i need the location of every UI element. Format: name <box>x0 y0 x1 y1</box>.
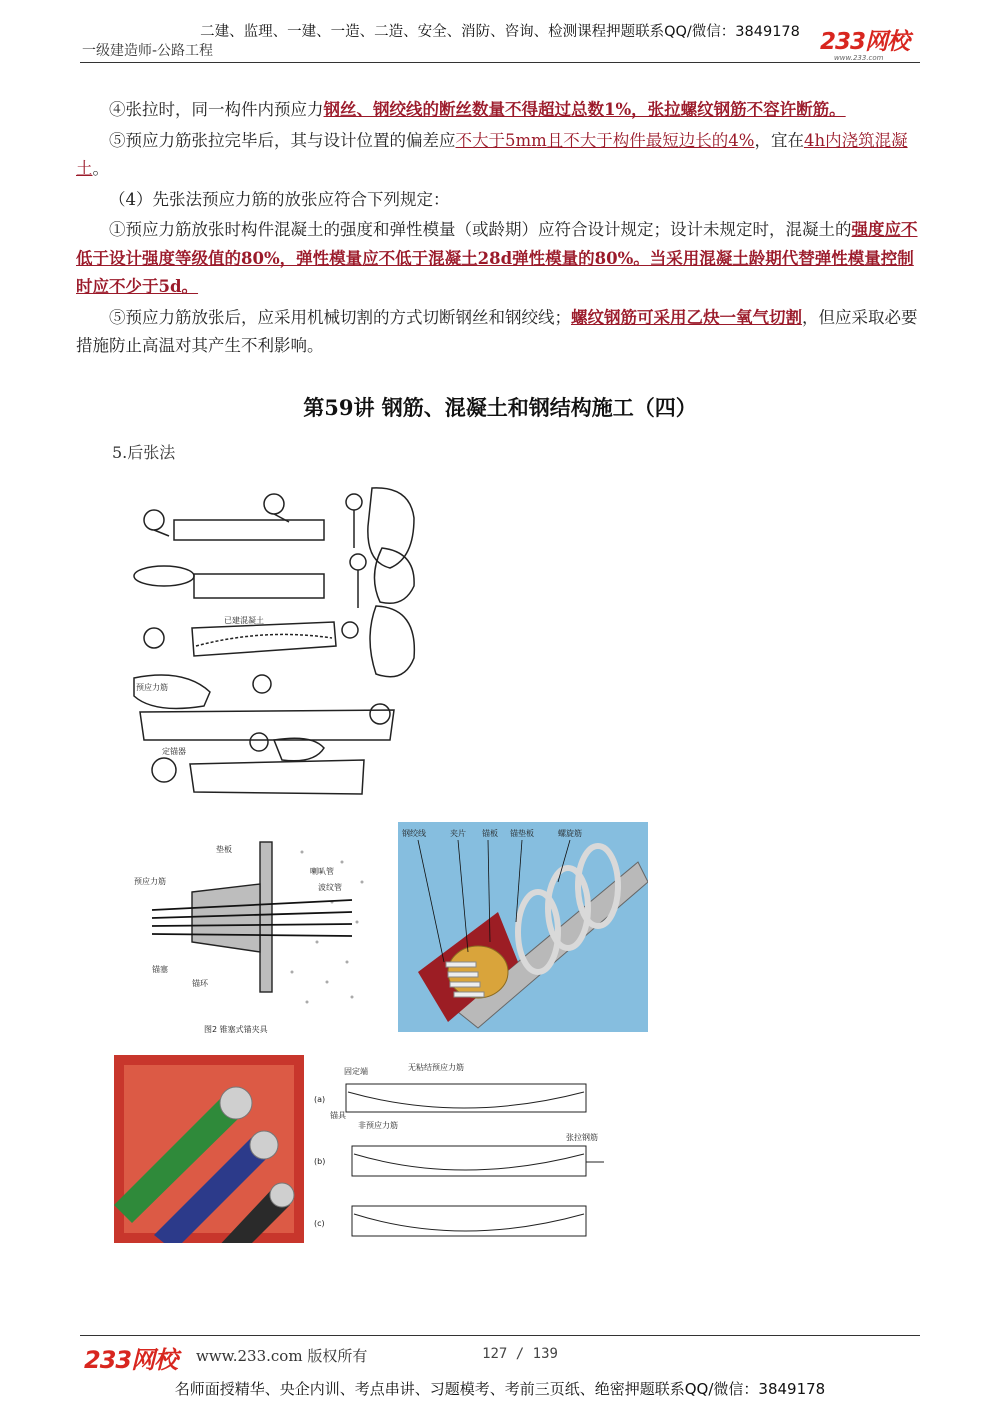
render-label-spiral: 螺旋筋 <box>558 829 582 838</box>
cartoon-illustration <box>114 478 450 804</box>
header-banner: 二建、监理、一建、一造、二造、安全、消防、咨询、检测课程押题联系QQ/微信：3849178 <box>200 24 800 40</box>
strands-photo <box>114 1055 304 1243</box>
schematic-label-nonprestressed: 非预应力筋 <box>358 1121 398 1130</box>
anchor-render <box>398 822 648 1032</box>
footer-divider <box>80 1335 920 1336</box>
brand-logo-url: www.233.com <box>834 54 884 62</box>
schematic-label-anchor: 锚具 <box>330 1111 346 1120</box>
cartoon-label-concrete: 已建混凝土 <box>224 616 264 625</box>
anchor-render-figure <box>398 822 648 1032</box>
body-text <box>76 96 926 363</box>
brand-logo-text: 233网校 <box>820 29 910 55</box>
schematic-label-tensioning: 张拉钢筋 <box>566 1133 598 1142</box>
footer-copyright: www.233.com 版权所有 <box>196 1347 368 1365</box>
anchor-label-plate: 垫板 <box>216 845 232 854</box>
anchor-label-plug: 锚塞 <box>152 965 168 974</box>
footer-banner: 名师面授精华、央企内训、考点串讲、习题模考、考前三页纸、绝密押题联系QQ/微信：3849178 <box>174 1380 826 1398</box>
anchor-caption: 图2 锥塞式锚夹具 <box>204 1025 268 1034</box>
paragraph-1: ④张拉时，同一构件内预应力钢丝、钢绞线的断丝数量不得超过总数1%，张拉螺纹钢筋不容许断筋。 <box>109 100 846 119</box>
section-title: 第59讲 钢筋、混凝土和钢结构施工（四） <box>303 395 697 420</box>
paragraph-3: （4）先张法预应力筋的放张应符合下列规定： <box>109 189 450 209</box>
paragraph-5: ⑤预应力筋放张后，应采用机械切割的方式切断钢丝和钢绞线；螺纹钢筋可采用乙炔一氧气切割，但应采取必要措施防止高温对其产生不利影响。 <box>76 307 918 355</box>
page-number: 127 / 139 <box>482 1346 558 1362</box>
schematic-panel-c: (c) <box>314 1219 325 1228</box>
paragraph-4: ①预应力筋放张时构件混凝土的强度和弹性模量（或龄期）应符合设计规定；设计未规定时，混凝土的强度应不低于设计强度等级值的80%，弹性模量应不低于混凝土28d弹性模量的80%。当采用混凝土龄期代替弹性模量控制时应不少于5d。 <box>76 220 918 296</box>
schematic-label-fixed-end: 固定端 <box>344 1067 368 1076</box>
anchor-cross-section <box>132 832 372 1040</box>
unbonded-schematic <box>312 1058 612 1248</box>
strands-photo-figure <box>114 1055 304 1243</box>
render-label-bearing: 锚垫板 <box>510 829 534 838</box>
brand-logo-top <box>820 30 920 62</box>
anchor-label-tendon: 预应力筋 <box>134 877 166 886</box>
paragraph-2: ⑤预应力筋张拉完毕后，其与设计位置的偏差应不大于5mm且不大于构件最短边长的4%，宜在4h内浇筑混凝土。 <box>76 130 908 178</box>
render-label-plate: 锚板 <box>482 829 498 838</box>
footer-logo: 233网校 <box>84 1346 178 1374</box>
anchor-label-trumpet: 喇叭管 <box>310 867 334 876</box>
anchor-label-ring: 锚环 <box>192 979 208 988</box>
schematic-label-unbonded: 无粘结预应力筋 <box>408 1063 464 1072</box>
render-label-strand: 钢绞线 <box>402 829 426 838</box>
subsection-heading: 5.后张法 <box>112 443 176 462</box>
anchor-label-duct: 波纹管 <box>318 883 342 892</box>
cartoon-label-anchor: 定锚器 <box>162 747 186 756</box>
anchor-diagram-figure <box>132 832 372 1040</box>
unbonded-schematic-figure <box>312 1058 612 1248</box>
cartoon-figure <box>114 478 450 804</box>
render-label-wedge: 夹片 <box>450 829 466 838</box>
schematic-panel-b: (b) <box>314 1157 326 1166</box>
cartoon-label-tendon: 预应力筋 <box>136 683 168 692</box>
subject-title: 一级建造师-公路工程 <box>82 43 214 59</box>
header-divider <box>80 62 920 63</box>
schematic-panel-a: (a) <box>314 1095 326 1104</box>
